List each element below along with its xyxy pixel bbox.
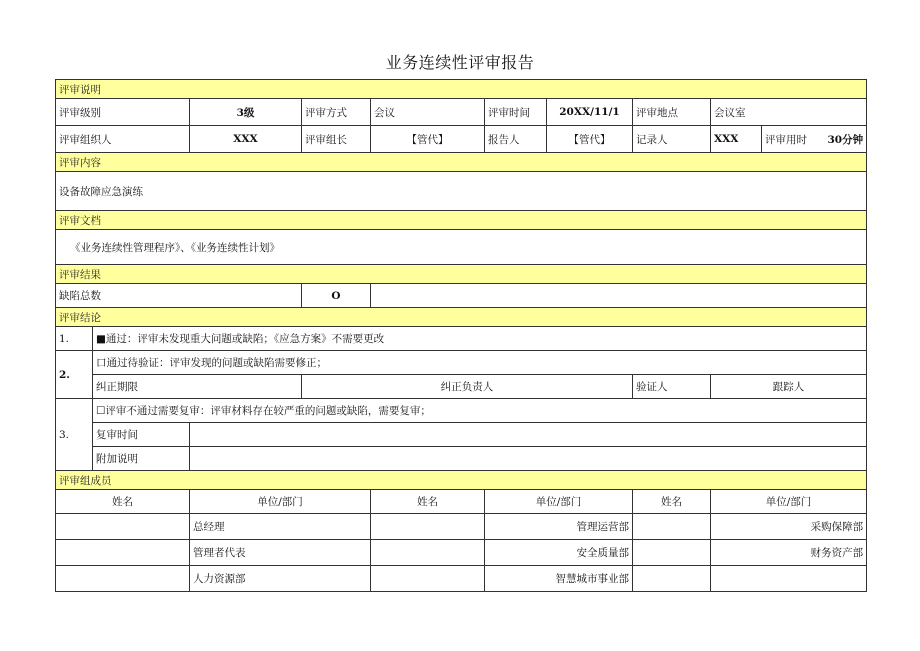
method-label: 评审方式: [302, 99, 371, 126]
section-review-results: 评审结果: [56, 265, 867, 284]
leader-label: 评审组长: [302, 126, 371, 153]
item2-deadline-label: 纠正期限: [93, 375, 302, 399]
defects-value: O: [302, 284, 371, 308]
reporter-value: 【管代】: [547, 126, 633, 153]
member-unit-cell: [711, 566, 867, 592]
section-review-description: 评审说明: [56, 80, 867, 99]
member-name-cell: [371, 540, 485, 566]
member-unit-cell: 财务资产部: [711, 540, 867, 566]
member-name-cell: [633, 514, 711, 540]
item3-retime-label: 复审时间: [93, 423, 190, 447]
member-name-cell: [56, 566, 190, 592]
members-header-name-3: 姓名: [633, 490, 711, 514]
defects-label: 缺陷总数: [56, 284, 302, 308]
members-header-unit-1: 单位/部门: [190, 490, 371, 514]
time-label: 评审时间: [485, 99, 547, 126]
page-title: 业务连续性评审报告: [385, 53, 535, 72]
member-unit-cell: 安全质量部: [485, 540, 633, 566]
member-name-cell: [371, 514, 485, 540]
content-text: 设备故障应急演练: [56, 172, 867, 211]
reporter-label: 报告人: [485, 126, 547, 153]
leader-value: 【管代】: [371, 126, 485, 153]
defects-row: [56, 284, 867, 308]
section-review-conclusion: 评审结论: [56, 308, 867, 327]
member-unit-cell: 采购保障部: [711, 514, 867, 540]
conclusion-item-3-note: [56, 447, 867, 471]
review-report-table: [55, 79, 867, 592]
item3-note-label: 附加说明: [93, 447, 190, 471]
member-row: [56, 540, 867, 566]
duration-label: 评审用时: [765, 133, 807, 146]
members-header-name-2: 姓名: [371, 490, 485, 514]
item1-number: 1.: [56, 327, 93, 351]
members-header-unit-2: 单位/部门: [485, 490, 633, 514]
member-unit-cell: 总经理: [190, 514, 371, 540]
member-name-cell: [633, 540, 711, 566]
level-value: 3级: [190, 99, 302, 126]
members-header-row: [56, 490, 867, 514]
organizer-label: 评审组织人: [56, 126, 190, 153]
defects-empty: [371, 284, 867, 308]
member-unit-cell: 管理者代表: [190, 540, 371, 566]
conclusion-item-1: [56, 327, 867, 351]
conclusion-item-3: [56, 399, 867, 423]
item2-owner-label: 纠正负责人: [302, 375, 633, 399]
info-row-2: [56, 126, 867, 153]
duration-value: 30分钟: [827, 133, 864, 146]
location-label: 评审地点: [633, 99, 711, 126]
documents-text: 《业务连续性管理程序》、《业务连续性计划》: [56, 230, 867, 265]
duration-cell: [762, 126, 867, 153]
member-name-cell: [633, 566, 711, 592]
member-unit-cell: 人力资源部: [190, 566, 371, 592]
item3-retime-value: [190, 423, 867, 447]
item1-text: ■通过：评审未发现重大问题或缺陷；《应急方案》不需要更改: [93, 327, 867, 351]
members-header-name-1: 姓名: [56, 490, 190, 514]
organizer-value: XXX: [190, 126, 302, 153]
section-review-members: 评审组成员: [56, 471, 867, 490]
item3-text: ☐评审不通过需要复审：评审材料存在较严重的问题或缺陷，需要复审；: [93, 399, 867, 423]
item2-tracker-label: 跟踪人: [711, 375, 867, 399]
item3-note-value: [190, 447, 867, 471]
recorder-value: XXX: [711, 126, 762, 153]
item2-verifier-label: 验证人: [633, 375, 711, 399]
conclusion-item-3-retime: [56, 423, 867, 447]
time-value: 20XX/11/1: [547, 99, 633, 126]
level-label: 评审级别: [56, 99, 190, 126]
item3-number: 3.: [56, 399, 93, 471]
member-row: [56, 566, 867, 592]
method-value: 会议: [371, 99, 485, 126]
member-unit-cell: 智慧城市事业部: [485, 566, 633, 592]
section-review-content: 评审内容: [56, 153, 867, 172]
member-name-cell: [56, 514, 190, 540]
member-name-cell: [371, 566, 485, 592]
member-unit-cell: 管理运营部: [485, 514, 633, 540]
member-name-cell: [56, 540, 190, 566]
info-row-1: [56, 99, 867, 126]
section-review-documents: 评审文档: [56, 211, 867, 230]
member-row: [56, 514, 867, 540]
recorder-label: 记录人: [633, 126, 711, 153]
item2-number: 2.: [56, 351, 93, 399]
item2-text: 口通过待验证：评审发现的问题或缺陷需要修正；: [93, 351, 867, 375]
location-value: 会议室: [711, 99, 867, 126]
conclusion-item-2-fields: [56, 375, 867, 399]
members-header-unit-3: 单位/部门: [711, 490, 867, 514]
conclusion-item-2: [56, 351, 867, 375]
